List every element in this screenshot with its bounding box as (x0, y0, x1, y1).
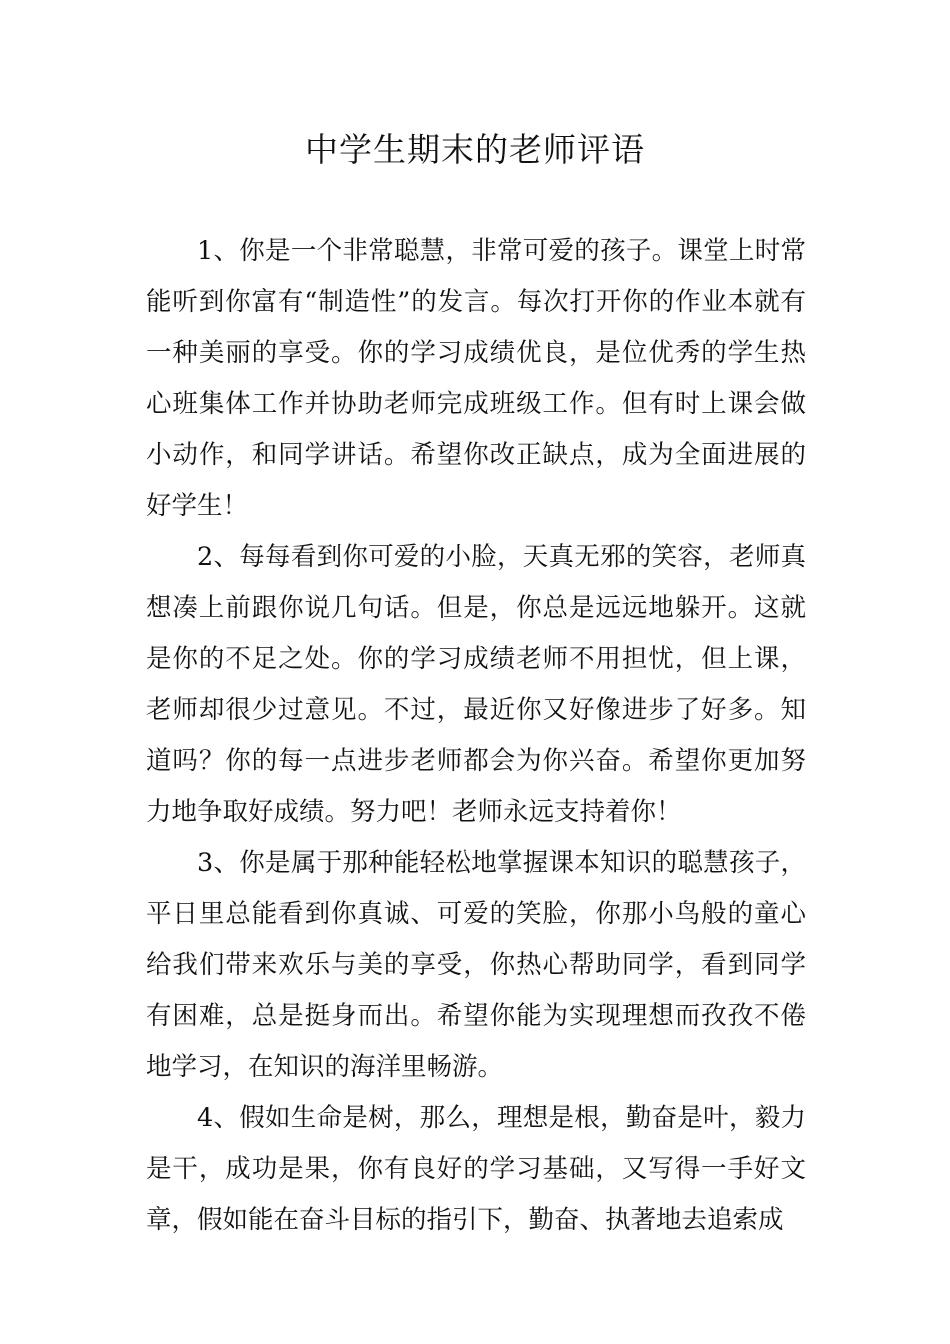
paragraph-1: 1、你是一个非常聪慧，非常可爱的孩子。课堂上时常能听到你富有“制造性”的发言。每次打开你的作业本就有一种美丽的享受。你的学习成绩优良，是位优秀的学生热心班集体工作并协助老师完成班级工作。但有时上课会做小动作，和同学讲话。希望你改正缺点，成为全面进展的好学生！ (146, 236, 806, 521)
paragraph-3: 3、你是属于那种能轻松地掌握课本知识的聪慧孩子，平日里总能看到你真诚、可爱的笑脸，你那小鸟般的童心给我们带来欢乐与美的享受，你热心帮助同学，看到同学有困难，总是挺身而出。希望你能为实现理想而孜孜不倦地学习，在知识的海洋里畅游。 (146, 848, 806, 1082)
document-title: 中学生期末的老师评语 (305, 130, 645, 169)
document-body (146, 226, 806, 1246)
paragraph-2: 2、每每看到你可爱的小脸，天真无邪的笑容，老师真想凑上前跟你说几句话。但是，你总是远远地躲开。这就是你的不足之处。你的学习成绩老师不用担忧，但上课，老师却很少过意见。不过，最近你又好像进步了好多。知道吗？你的每一点进步老师都会为你兴奋。希望你更加努力地争取好成绩。努力吧！老师永远支持着你！ (146, 542, 806, 827)
paragraph-4: 4、假如生命是树，那么，理想是根，勤奋是叶，毅力是干，成功是果，你有良好的学习基础，又写得一手好文章，假如能在奋斗目标的指引下，勤奋、执著地去追索成 (146, 1103, 806, 1235)
